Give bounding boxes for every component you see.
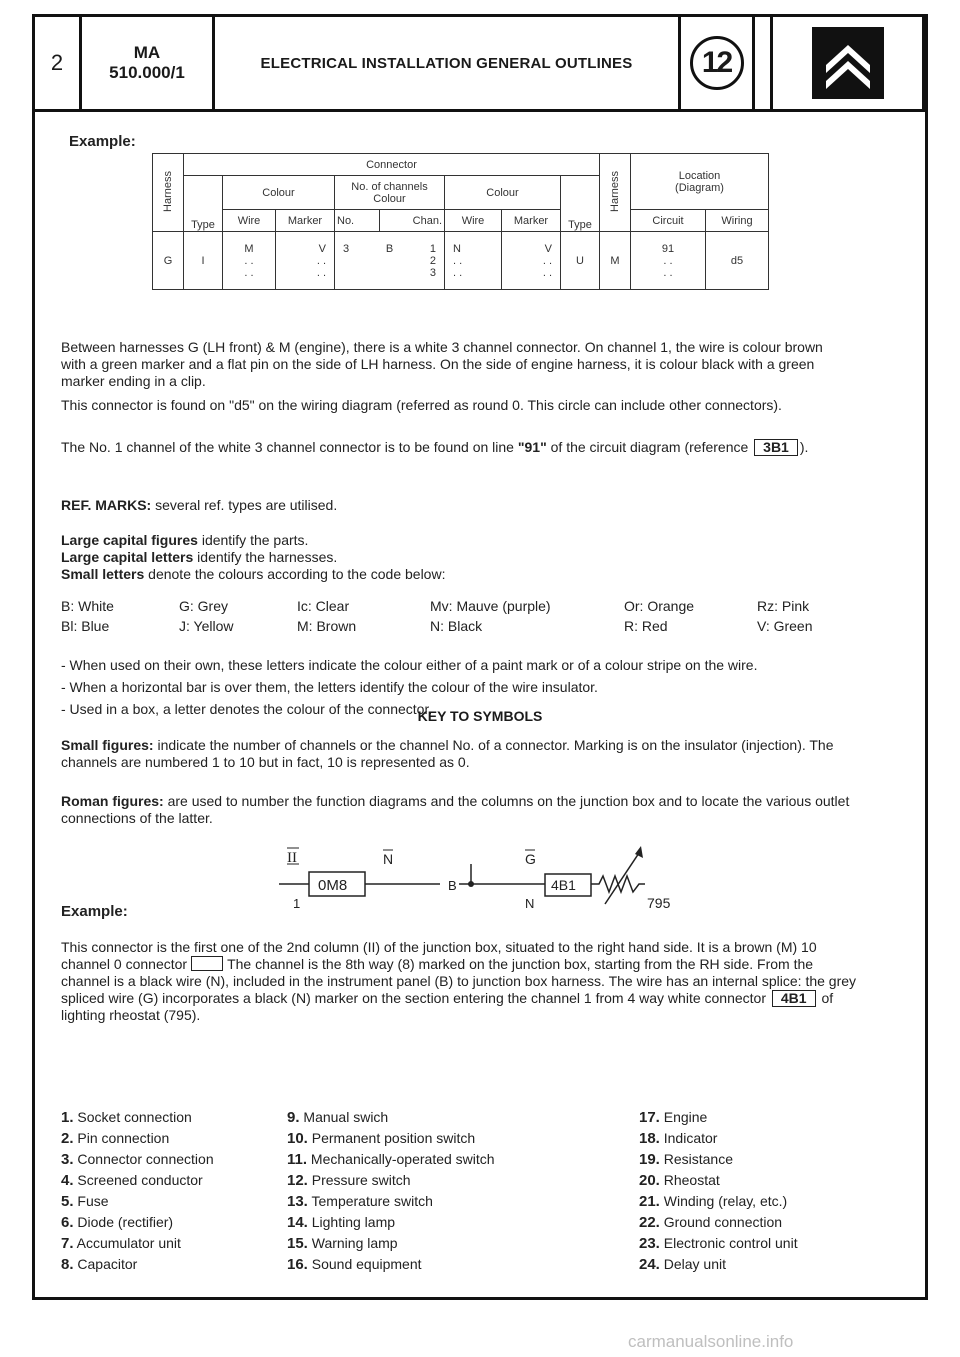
- colour-code: Ic: Clear: [297, 598, 350, 614]
- list-item: 23. Electronic control unit: [639, 1235, 798, 1252]
- list-item: 13. Temperature switch: [287, 1193, 433, 1210]
- key-symbols-column-1: [61, 1107, 214, 1275]
- ref-marks-line: REF. MARKS: several ref. types are utilised.: [61, 497, 338, 513]
- channel-count: 3: [343, 242, 350, 255]
- bullet-own-letters: - When used on their own, these letters indicate the colour either of a paint mark or of a colour stripe on the wire.: [61, 657, 758, 673]
- brand-logo: [773, 17, 925, 109]
- connector-box-0m8-label: 0M8: [318, 877, 348, 894]
- wire-right-values: N . . . .: [445, 232, 502, 290]
- paragraph-connector-location: This connector is found on "d5" on the wiring diagram (referred as round 0. This circle can include other connectors).: [61, 397, 782, 413]
- list-item: 10. Permanent position switch: [287, 1130, 476, 1147]
- channel-values: [335, 232, 445, 290]
- document-code-line1: MA: [133, 43, 161, 62]
- list-item: 16. Sound equipment: [287, 1256, 422, 1273]
- paragraph-channel-line: The No. 1 channel of the white 3 channel connector is to be found on line "91" of the circuit diagram (reference 3B1 ).: [61, 439, 809, 455]
- wire-colour-top-label: N: [383, 851, 394, 867]
- channels-sub-label: Colour: [373, 192, 406, 205]
- chan-header: Chan.: [380, 210, 445, 232]
- paragraph-connector-example: This connector is the first one of the 2nd column (II) of the junction box, situated to the right hand side. It is a brown (M) 10 channel 0 connector The channel is the 8th way (8) marked on the junction box, starting from the RH side. From the channel is a black wire (N), included in the instrument panel (B) to junction box harness. The wire has an internal splice: the grey spliced wire (G) incorporates a black (N) marker on the section entering the channel 1 from 4 way white connector 4B1 of lighting rheostat (795).: [61, 939, 857, 1023]
- type-header-right: Type: [561, 176, 600, 232]
- document-code-line2: 510.000/1: [109, 63, 185, 82]
- colour-code: Mv: Mauve (purple): [430, 598, 551, 614]
- list-item: 14. Lighting lamp: [287, 1214, 396, 1231]
- bullet-box-letter: - Used in a box, a letter denotes the colour of the connector.: [61, 701, 433, 717]
- colour-code: M: Brown: [297, 618, 357, 634]
- connector-box-4b1-label: 4B1: [551, 877, 576, 893]
- marker-header-right: Marker: [502, 210, 561, 232]
- location-header: [631, 154, 769, 210]
- paragraph-harness-description: Between harnesses G (LH front) & M (engine), there is a white 3 channel connector. On channel 1, the wire is colour brown with a green marker and a flat pin on the side of LH harness. On the side of engine harness, it is colour black with a green marker ending in a clip.: [61, 339, 823, 389]
- large-capital-letters-line: Large capital letters identify the harnesses.: [61, 549, 338, 565]
- location-label: Location: [678, 169, 721, 182]
- wiring-header: Wiring: [706, 210, 769, 232]
- list-item: 12. Pressure switch: [287, 1172, 411, 1189]
- list-item: 8. Capacitor: [61, 1256, 138, 1273]
- colour-code: Rz: Pink: [757, 598, 810, 614]
- roman-column-label: II: [287, 850, 297, 866]
- colour-code: J: Yellow: [179, 618, 234, 634]
- type-right-value: U: [561, 232, 600, 290]
- empty-connector-box-icon: [191, 956, 223, 971]
- key-symbols-column-3: [639, 1107, 798, 1275]
- page-frame: [32, 14, 928, 1300]
- colour-code: R: Red: [624, 618, 668, 634]
- list-item: 11. Mechanically-operated switch: [287, 1151, 495, 1168]
- list-item: 2. Pin connection: [61, 1130, 170, 1147]
- list-item: 7. Accumulator unit: [61, 1235, 181, 1252]
- document-code: [82, 17, 215, 109]
- harness-header-left: Harness: [153, 154, 184, 232]
- small-figures-paragraph: Small figures: indicate the number of channels or the channel No. of a connector. Marking is on the insulator (injection). The channels are numbered 1 to 10 but in fact, 10 is represented as 0.: [61, 737, 834, 770]
- key-symbols-column-2: [287, 1107, 495, 1275]
- list-item: 19. Resistance: [639, 1151, 734, 1168]
- part-number-label: 795: [647, 895, 671, 911]
- reference-box-3b1: 3B1: [754, 439, 798, 456]
- type-header-left: Type: [184, 176, 223, 232]
- connector-header: Connector: [184, 154, 600, 176]
- colour-header-right: Colour: [445, 176, 561, 210]
- page-number: 2: [35, 17, 82, 109]
- example-label: Example:: [69, 133, 136, 150]
- harness-header-right: Harness: [600, 154, 631, 232]
- connector-example-diagram: [265, 842, 685, 922]
- list-item: 5. Fuse: [61, 1193, 109, 1210]
- reference-box-4b1: 4B1: [772, 990, 816, 1007]
- channel-numbers: 1 2 3: [429, 242, 436, 279]
- wiring-value: d5: [706, 232, 769, 290]
- harness-label-b: B: [448, 878, 457, 893]
- colour-code: Bl: Blue: [61, 618, 110, 634]
- bullet-horizontal-bar: - When a horizontal bar is over them, the letters identify the colour of the wire insulator.: [61, 679, 598, 695]
- list-item: 9. Manual swich: [287, 1109, 389, 1126]
- large-capital-figures-line: Large capital figures identify the parts.: [61, 532, 309, 548]
- small-letters-line: Small letters denote the colours according to the code below:: [61, 566, 446, 582]
- colour-code: V: Green: [757, 618, 813, 634]
- list-item: 22. Ground connection: [639, 1214, 783, 1231]
- list-item: 18. Indicator: [639, 1130, 718, 1147]
- no-header: No.: [335, 210, 380, 232]
- colour-code: B: White: [61, 598, 114, 614]
- marker-label-n: N: [525, 896, 535, 911]
- colour-code: G: Grey: [179, 598, 229, 614]
- list-item: 1. Socket connection: [61, 1109, 192, 1126]
- colour-header-left: Colour: [223, 176, 335, 210]
- harness-left-value: G: [153, 232, 184, 290]
- example-connector-table: [152, 153, 769, 290]
- channels-label: No. of channels: [351, 180, 428, 193]
- circuit-header: Circuit: [631, 210, 706, 232]
- list-item: 24. Delay unit: [639, 1256, 727, 1273]
- location-sub-label: (Diagram): [675, 181, 724, 194]
- page-title: ELECTRICAL INSTALLATION GENERAL OUTLINES: [215, 17, 681, 109]
- list-item: 21. Winding (relay, etc.): [639, 1193, 788, 1210]
- list-item: 17. Engine: [639, 1109, 708, 1126]
- example-2-label: Example:: [61, 903, 128, 920]
- list-item: 4. Screened conductor: [61, 1172, 203, 1189]
- list-item: 15. Warning lamp: [287, 1235, 398, 1252]
- channels-header: [335, 176, 445, 210]
- section-badge: [681, 17, 755, 109]
- list-item: 3. Connector connection: [61, 1151, 214, 1168]
- page-header: [35, 17, 925, 112]
- marker-header-left: Marker: [276, 210, 335, 232]
- key-to-symbols-title: KEY TO SYMBOLS: [417, 708, 543, 724]
- wire-header-right: Wire: [445, 210, 502, 232]
- channel-number-label: 1: [293, 896, 301, 911]
- header-spacer: [755, 17, 773, 109]
- watermark-text: carmanualsonline.info: [628, 1332, 794, 1351]
- roman-figures-paragraph: Roman figures: are used to number the function diagrams and the columns on the junction box and to locate the various outlet connections of the latter.: [61, 793, 850, 826]
- marker-right-values: V . . . .: [502, 232, 561, 290]
- rheostat-arrow-icon: [605, 850, 641, 904]
- wire-left-values: M . . . .: [223, 232, 276, 290]
- circuit-values: 91 . . . .: [631, 232, 706, 290]
- wire-header-left: Wire: [223, 210, 276, 232]
- harness-right-value: M: [600, 232, 631, 290]
- spliced-wire-label: G: [525, 851, 536, 867]
- marker-left-values: V . . . .: [276, 232, 335, 290]
- section-badge-number: 12: [690, 36, 744, 90]
- table-row: [153, 232, 769, 290]
- chevron-logo-icon: [812, 27, 884, 99]
- colour-code: N: Black: [430, 618, 483, 634]
- type-left-value: I: [184, 232, 223, 290]
- connector-colour-code: B: [385, 242, 394, 255]
- list-item: 6. Diode (rectifier): [61, 1214, 174, 1231]
- colour-code: Or: Orange: [624, 598, 695, 614]
- list-item: 20. Rheostat: [639, 1172, 720, 1189]
